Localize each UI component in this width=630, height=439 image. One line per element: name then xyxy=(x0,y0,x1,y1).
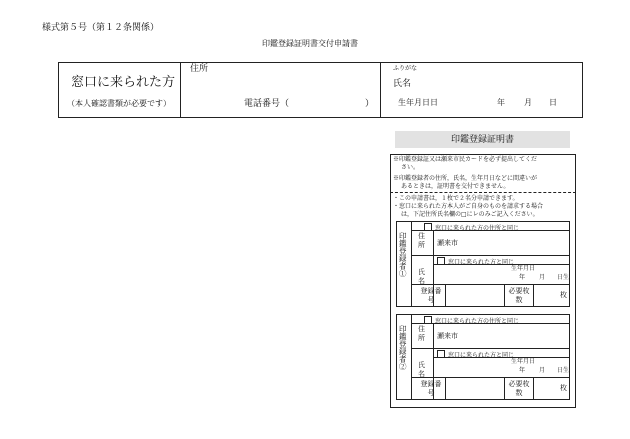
registrant-1-same-person[interactable]: 窓口に来られた方と同じ xyxy=(437,257,514,266)
registrant-2-dob-day: 日生 xyxy=(557,367,570,374)
certificate-label: 印鑑登録証明書 xyxy=(451,135,515,145)
registrant-2-dob-year: 年 xyxy=(519,367,526,374)
registrant-2-copies-label: 必要枚数 xyxy=(508,380,530,398)
registrant-1-copies-unit: 枚 xyxy=(560,291,567,299)
registrant-2-label: 印鑑登録者② xyxy=(398,325,408,370)
registrant-1-dob-day: 日生 xyxy=(557,274,570,281)
phone-label: 電話番号（ xyxy=(244,99,290,109)
registrant-2-same-person[interactable]: 窓口に来られた方と同じ xyxy=(437,350,514,359)
name-label: 氏名 xyxy=(393,79,412,89)
registrant-1-same-address[interactable]: 窓口に来られた方の住所と同じ xyxy=(424,223,519,232)
note-4-line1: ・窓口に来られた方本人がご自身のものを請求する場合 xyxy=(393,203,544,210)
registrant-2-reg-no-field[interactable] xyxy=(447,379,502,398)
note-3: ・この申請書は，１枚で２名分申請できます。 xyxy=(393,195,519,202)
registrant-1-copies-field[interactable] xyxy=(535,286,557,305)
registrant-1-name-label: 氏名 xyxy=(418,268,425,286)
address-label: 住所 xyxy=(190,64,209,74)
registrant-1-copies-label: 必要枚数 xyxy=(508,287,530,305)
registrant-2-name-field[interactable] xyxy=(436,359,506,375)
dob-year: 年 xyxy=(497,98,505,107)
registrant-2-address-label: 住所 xyxy=(418,325,425,343)
registrant-1-reg-no-field[interactable] xyxy=(447,286,502,305)
form-number: 様式第５号（第１２条関係） xyxy=(42,23,160,33)
registrant-1-dob-label: 生年月日 xyxy=(511,265,536,272)
registrant-1-address-label: 住所 xyxy=(418,232,425,250)
note-2-line2: あるときは，証明書を交付できません。 xyxy=(401,183,510,190)
dob-label: 生年月日日 xyxy=(398,98,438,107)
phone-field[interactable] xyxy=(298,98,360,110)
registrant-2-reg-no-label: 登録番号 xyxy=(420,380,442,398)
dob-month: 月 xyxy=(524,98,532,107)
note-1-line1: ※印鑑登録証又は瀬来市民カードを必ず提出してくだ xyxy=(393,156,538,163)
phone-close: ） xyxy=(365,99,375,109)
address-field[interactable] xyxy=(186,78,376,98)
registrant-2-copies-unit: 枚 xyxy=(560,384,567,392)
note-1-line2: さい。 xyxy=(401,164,420,171)
registrant-1-address-field[interactable] xyxy=(460,232,568,254)
registrant-2-dob-label: 生年月日 xyxy=(511,358,536,365)
checkbox-icon xyxy=(424,223,432,231)
registrant-1-reg-no-label: 登録番号 xyxy=(420,287,442,305)
registrant-2-name-label: 氏名 xyxy=(418,361,425,379)
note-2-line1: ※印鑑登録者の住所，氏名，生年月日などに間違いが xyxy=(393,175,538,182)
registrant-1-city: 瀬来市 xyxy=(437,239,458,247)
registrant-2-dob-month: 月 xyxy=(539,367,546,374)
registrant-2-copies-field[interactable] xyxy=(535,379,557,398)
registrant-1-dob-year: 年 xyxy=(519,274,526,281)
note-4-line2: は，下記住所氏名欄の□にレのみご記入ください。 xyxy=(401,211,539,218)
furigana-label: ふりがな xyxy=(393,65,418,72)
checkbox-icon xyxy=(424,316,432,324)
registrant-2-address-field[interactable] xyxy=(460,325,568,347)
dob-day: 日 xyxy=(549,98,557,107)
window-person-label: 窓口に来られた方 xyxy=(71,75,176,90)
registrant-1-dob-month: 月 xyxy=(539,274,546,281)
registrant-2-same-address[interactable]: 窓口に来られた方の住所と同じ xyxy=(424,316,519,325)
name-field[interactable] xyxy=(420,74,575,92)
registrant-1-label: 印鑑登録者① xyxy=(398,232,408,277)
id-required-note: （本人確認書類が必要です） xyxy=(67,99,171,108)
registrant-2-city: 瀬来市 xyxy=(437,332,458,340)
form-title: 印鑑登録証明書交付申請書 xyxy=(262,39,358,48)
registrant-1-name-field[interactable] xyxy=(436,266,506,282)
